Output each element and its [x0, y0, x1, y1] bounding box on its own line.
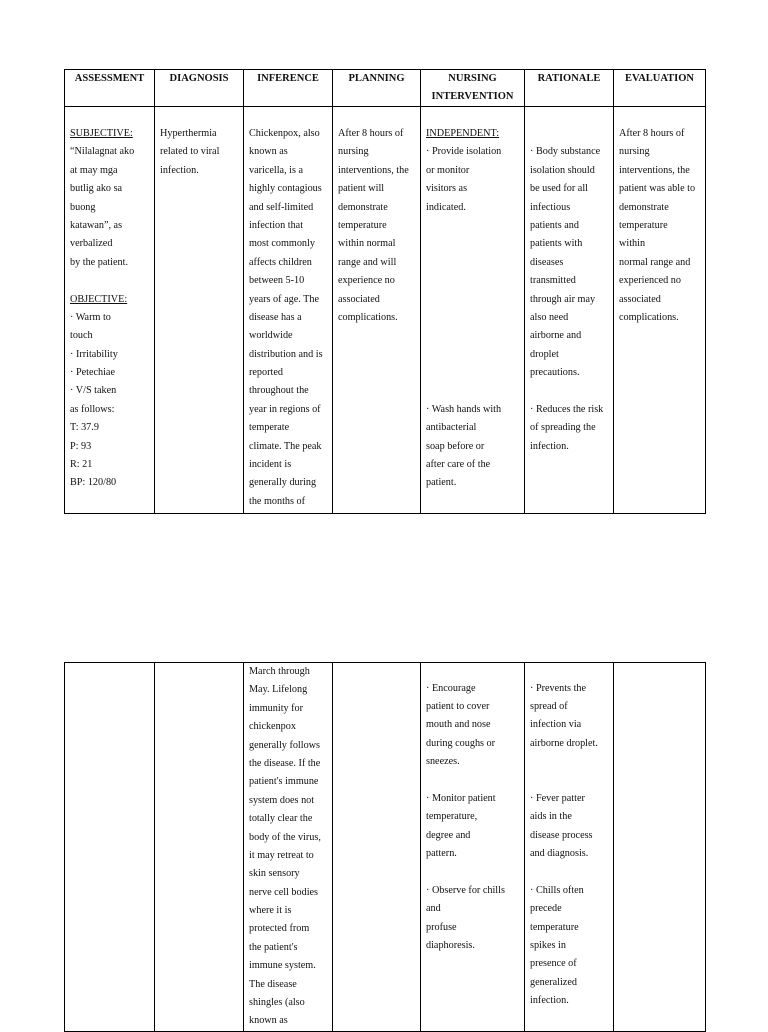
rationale-line: · Reduces the risk: [530, 403, 604, 415]
intervention-line: mouth and nose: [426, 719, 491, 731]
content-row: [65, 107, 706, 514]
rationale-line: infection via: [530, 719, 582, 731]
objective-heading: OBJECTIVE:: [70, 293, 128, 305]
subjective-line: by the patient.: [70, 256, 128, 268]
inference-line: the disease. If the: [249, 757, 321, 769]
rationale-line: infection.: [530, 440, 569, 452]
intervention-line: after care of the: [426, 459, 491, 471]
rationale-line: patients with: [530, 238, 583, 250]
inference-line: and self-limited: [249, 201, 314, 213]
vital-pulse: P: 93: [70, 440, 92, 452]
planning-line: demonstrate: [338, 201, 388, 213]
rationale-line: generalized: [530, 976, 577, 988]
inference-line: worldwide: [249, 330, 293, 342]
objective-line: as follows:: [70, 403, 115, 415]
planning-line: associated: [338, 293, 380, 305]
rationale-line: · Fever patter: [530, 792, 585, 804]
inference-line: immunity for: [249, 702, 304, 714]
rationale-line: · Body substance: [530, 146, 601, 158]
intervention-line: · Monitor patient: [426, 792, 496, 804]
inference-line: generally follows: [249, 739, 321, 751]
rationale-line: patients and: [530, 219, 579, 231]
intervention-line: · Provide isolation: [426, 146, 502, 158]
inference-line: it may retreat to: [249, 849, 314, 861]
inference-line: varicella, is a: [249, 164, 304, 176]
inference-line: disease has a: [249, 311, 302, 323]
diagnosis-line: infection.: [160, 164, 199, 176]
inference-line: shingles (also: [249, 997, 305, 1009]
objective-line: · Irritability: [70, 348, 118, 360]
objective-line: touch: [70, 330, 93, 342]
inference-line: known as: [249, 1015, 288, 1027]
vital-blood-pressure: BP: 120/80: [70, 477, 117, 489]
planning-line: experience no: [338, 275, 395, 287]
care-plan-table-page-top: [64, 69, 706, 514]
planning-cell: [333, 107, 421, 514]
header-evaluation: EVALUATION: [614, 70, 706, 107]
intervention-line: diaphoresis.: [426, 939, 475, 951]
header-assessment: ASSESSMENT: [65, 70, 155, 107]
inference-line: affects children: [249, 256, 312, 268]
diagnosis-line: Hyperthermia: [160, 128, 217, 139]
intervention-line: and: [426, 903, 441, 915]
intervention-line: during coughs or: [426, 737, 496, 749]
intervention-cell-continued: [421, 663, 525, 1032]
planning-line: range and will: [338, 256, 397, 268]
rationale-line: precede: [530, 903, 562, 915]
rationale-line: precautions.: [530, 367, 580, 379]
rationale-cell: [525, 107, 614, 514]
rationale-line: be used for all: [530, 183, 588, 195]
intervention-line: profuse: [426, 921, 457, 933]
diagnosis-cell-continued: [155, 663, 244, 1032]
inference-line: year in regions of: [249, 403, 321, 415]
header-row: [65, 70, 706, 107]
intervention-line: patient.: [426, 477, 457, 489]
inference-line: nerve cell bodies: [249, 886, 319, 898]
header-planning: PLANNING: [333, 70, 421, 107]
rationale-line: presence of: [530, 958, 577, 970]
rationale-line: droplet: [530, 348, 559, 360]
evaluation-line: temperature: [619, 219, 668, 231]
inference-line: incident is: [249, 459, 292, 471]
planning-cell-continued: [333, 663, 421, 1032]
intervention-line: visitors as: [426, 183, 468, 195]
rationale-line: through air may: [530, 293, 596, 305]
inference-line: skin sensory: [249, 868, 300, 880]
inference-line: Chickenpox, also: [249, 128, 320, 139]
subjective-line: buong: [70, 201, 96, 213]
inference-line: climate. The peak: [249, 440, 322, 452]
intervention-line: indicated.: [426, 201, 466, 213]
assessment-cell: [65, 107, 155, 514]
subjective-line: butlig ako sa: [70, 183, 123, 195]
rationale-line: airborne and: [530, 330, 582, 342]
intervention-line: patient to cover: [426, 700, 490, 712]
inference-line: protected from: [249, 923, 310, 935]
intervention-line: · Observe for chills: [426, 884, 505, 896]
rationale-line: transmitted: [530, 275, 576, 287]
evaluation-cell-continued: [614, 663, 706, 1032]
header-rationale: RATIONALE: [525, 70, 614, 107]
inference-line: where it is: [249, 905, 292, 917]
subjective-heading: SUBJECTIVE:: [70, 128, 133, 139]
intervention-line: · Encourage: [426, 682, 476, 694]
header-intervention: INTERVENTION: [431, 91, 514, 102]
inference-line: body of the virus,: [249, 831, 321, 843]
inference-line: throughout the: [249, 385, 309, 397]
evaluation-cell: [614, 107, 706, 514]
rationale-line: disease process: [530, 829, 593, 841]
inference-line: totally clear the: [249, 813, 313, 825]
assessment-cell-continued: [65, 663, 155, 1032]
rationale-line: of spreading the: [530, 422, 596, 434]
rationale-line: aids in the: [530, 811, 572, 823]
inference-line: the months of: [249, 495, 306, 507]
rationale-line: diseases: [530, 256, 564, 268]
rationale-line: · Prevents the: [530, 682, 587, 694]
intervention-line: · Wash hands with: [426, 403, 502, 415]
evaluation-line: experienced no: [619, 275, 681, 287]
rationale-line: spikes in: [530, 939, 566, 951]
rationale-line: spread of: [530, 700, 568, 712]
planning-line: complications.: [338, 311, 398, 323]
vital-respiration: R: 21: [70, 459, 93, 471]
inference-line: the patient's: [249, 941, 298, 953]
inference-line: most commonly: [249, 238, 315, 250]
inference-line: system does not: [249, 794, 315, 806]
inference-line: reported: [249, 367, 283, 379]
header-nursing: NURSING: [448, 73, 497, 84]
care-plan-table-page-continued: [64, 662, 706, 1032]
evaluation-line: interventions, the: [619, 164, 690, 176]
rationale-line: infection.: [530, 995, 569, 1007]
inference-line: highly contagious: [249, 183, 322, 195]
evaluation-line: nursing: [619, 146, 650, 158]
planning-line: After 8 hours of: [338, 128, 404, 139]
intervention-line: soap before or: [426, 440, 485, 452]
inference-line: distribution and is: [249, 348, 323, 360]
rationale-line: · Chills often: [530, 884, 584, 896]
inference-line: known as: [249, 146, 288, 158]
independent-heading: INDEPENDENT:: [426, 128, 500, 139]
inference-line: between 5-10: [249, 275, 305, 287]
header-diagnosis: DIAGNOSIS: [155, 70, 244, 107]
header-nursing-intervention: [421, 70, 525, 107]
rationale-line: and diagnosis.: [530, 848, 589, 860]
inference-line: chickenpox: [249, 721, 296, 733]
diagnosis-line: related to viral: [160, 146, 220, 158]
inference-cell: [244, 107, 333, 514]
inference-line: May. Lifelong: [249, 684, 308, 696]
inference-line: years of age. The: [249, 293, 319, 305]
evaluation-line: associated: [619, 293, 661, 305]
inference-line: The disease: [249, 978, 297, 990]
inference-line: March through: [249, 666, 310, 677]
intervention-line: antibacterial: [426, 422, 477, 434]
intervention-line: pattern.: [426, 848, 457, 860]
intervention-line: sneezes.: [426, 756, 460, 768]
header-inference: INFERENCE: [244, 70, 333, 107]
inference-line: patient's immune: [249, 776, 319, 788]
evaluation-line: within: [619, 238, 646, 250]
diagnosis-cell: [155, 107, 244, 514]
intervention-line: degree and: [426, 829, 471, 841]
intervention-cell: [421, 107, 525, 514]
evaluation-line: complications.: [619, 311, 679, 323]
inference-line: temperate: [249, 422, 290, 434]
evaluation-line: normal range and: [619, 256, 691, 268]
planning-line: nursing: [338, 146, 369, 158]
evaluation-line: patient was able to: [619, 183, 696, 195]
subjective-line: “Nilalagnat ako: [70, 146, 135, 158]
evaluation-line: After 8 hours of: [619, 128, 685, 139]
planning-line: within normal: [338, 238, 396, 250]
rationale-line: airborne droplet.: [530, 737, 598, 749]
rationale-line: temperature: [530, 921, 579, 933]
vital-temperature: T: 37.9: [70, 422, 99, 434]
intervention-line: or monitor: [426, 164, 470, 176]
inference-line: generally during: [249, 477, 317, 489]
objective-line: · V/S taken: [70, 385, 117, 397]
intervention-line: temperature,: [426, 811, 478, 823]
inference-line: immune system.: [249, 960, 316, 972]
evaluation-line: demonstrate: [619, 201, 669, 213]
rationale-line: isolation should: [530, 164, 595, 176]
subjective-line: at may mga: [70, 164, 118, 176]
planning-line: patient will: [338, 183, 385, 195]
rationale-cell-continued: [525, 663, 614, 1032]
inference-line: infection that: [249, 219, 304, 231]
planning-line: temperature: [338, 219, 387, 231]
rationale-line: infectious: [530, 201, 571, 213]
objective-line: · Warm to: [70, 311, 111, 323]
subjective-line: katawan”, as: [70, 219, 123, 231]
subjective-line: verbalized: [70, 238, 113, 250]
planning-line: interventions, the: [338, 164, 409, 176]
continued-row: [65, 663, 706, 1032]
inference-cell-continued: [244, 663, 333, 1032]
objective-line: · Petechiae: [70, 367, 115, 379]
rationale-line: also need: [530, 311, 569, 323]
